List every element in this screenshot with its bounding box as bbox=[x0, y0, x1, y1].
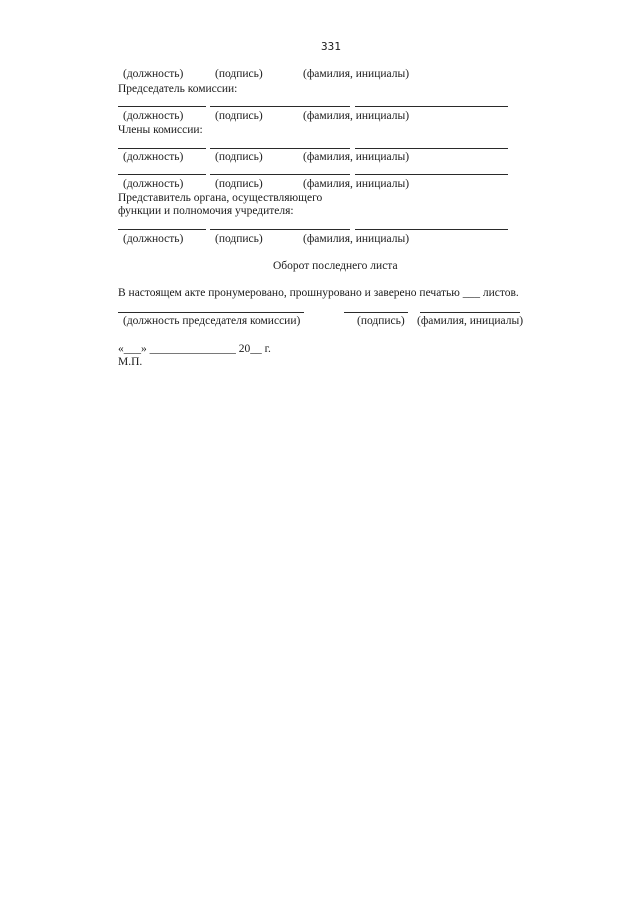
line-position-2 bbox=[118, 148, 206, 149]
page-number: 331 bbox=[321, 40, 341, 53]
founder-rep-heading-line1: Представитель органа, осуществляющего bbox=[118, 192, 323, 204]
line-chair-signature bbox=[344, 312, 408, 313]
label-position-4: (должность) bbox=[123, 233, 184, 245]
label-name-3: (фамилия, инициалы) bbox=[303, 178, 410, 190]
line-signature-1 bbox=[210, 106, 350, 107]
label-name-0: (фамилия, инициалы) bbox=[303, 68, 410, 80]
line-position-4 bbox=[118, 229, 206, 230]
line-signature-2 bbox=[210, 148, 350, 149]
line-position-1 bbox=[118, 106, 206, 107]
line-signature-3 bbox=[210, 174, 350, 175]
label-chair-signature: (подпись) bbox=[357, 315, 405, 327]
label-name-2: (фамилия, инициалы) bbox=[303, 151, 410, 163]
founder-rep-heading-line2: функции и полномочия учредителя: bbox=[118, 205, 294, 217]
line-name-2 bbox=[355, 148, 508, 149]
label-signature-1: (подпись) bbox=[215, 110, 263, 122]
label-chair-name: (фамилия, инициалы) bbox=[417, 315, 524, 327]
line-name-4 bbox=[355, 229, 508, 230]
certify-text: В настоящем акте пронумеровано, прошнуровано и заверено печатью ___ листов. bbox=[118, 287, 519, 299]
line-name-1 bbox=[355, 106, 508, 107]
label-signature-3: (подпись) bbox=[215, 178, 263, 190]
label-position-2: (должность) bbox=[123, 151, 184, 163]
label-name-4: (фамилия, инициалы) bbox=[303, 233, 410, 245]
label-position-0: (должность) bbox=[123, 68, 184, 80]
last-sheet-heading: Оборот последнего листа bbox=[273, 260, 398, 272]
label-signature-0: (подпись) bbox=[215, 68, 263, 80]
line-position-3 bbox=[118, 174, 206, 175]
label-position-3: (должность) bbox=[123, 178, 184, 190]
line-chair-position bbox=[118, 312, 304, 313]
stamp-place: М.П. bbox=[118, 356, 143, 368]
label-signature-2: (подпись) bbox=[215, 151, 263, 163]
members-heading: Члены комиссии: bbox=[118, 124, 203, 136]
label-name-1: (фамилия, инициалы) bbox=[303, 110, 410, 122]
line-name-3 bbox=[355, 174, 508, 175]
line-chair-name bbox=[420, 312, 520, 313]
line-signature-4 bbox=[210, 229, 350, 230]
label-chair-position: (должность председателя комиссии) bbox=[123, 315, 301, 327]
date-line: «___» _______________ 20__ г. bbox=[118, 343, 271, 355]
chairman-heading: Председатель комиссии: bbox=[118, 83, 238, 95]
label-signature-4: (подпись) bbox=[215, 233, 263, 245]
label-position-1: (должность) bbox=[123, 110, 184, 122]
